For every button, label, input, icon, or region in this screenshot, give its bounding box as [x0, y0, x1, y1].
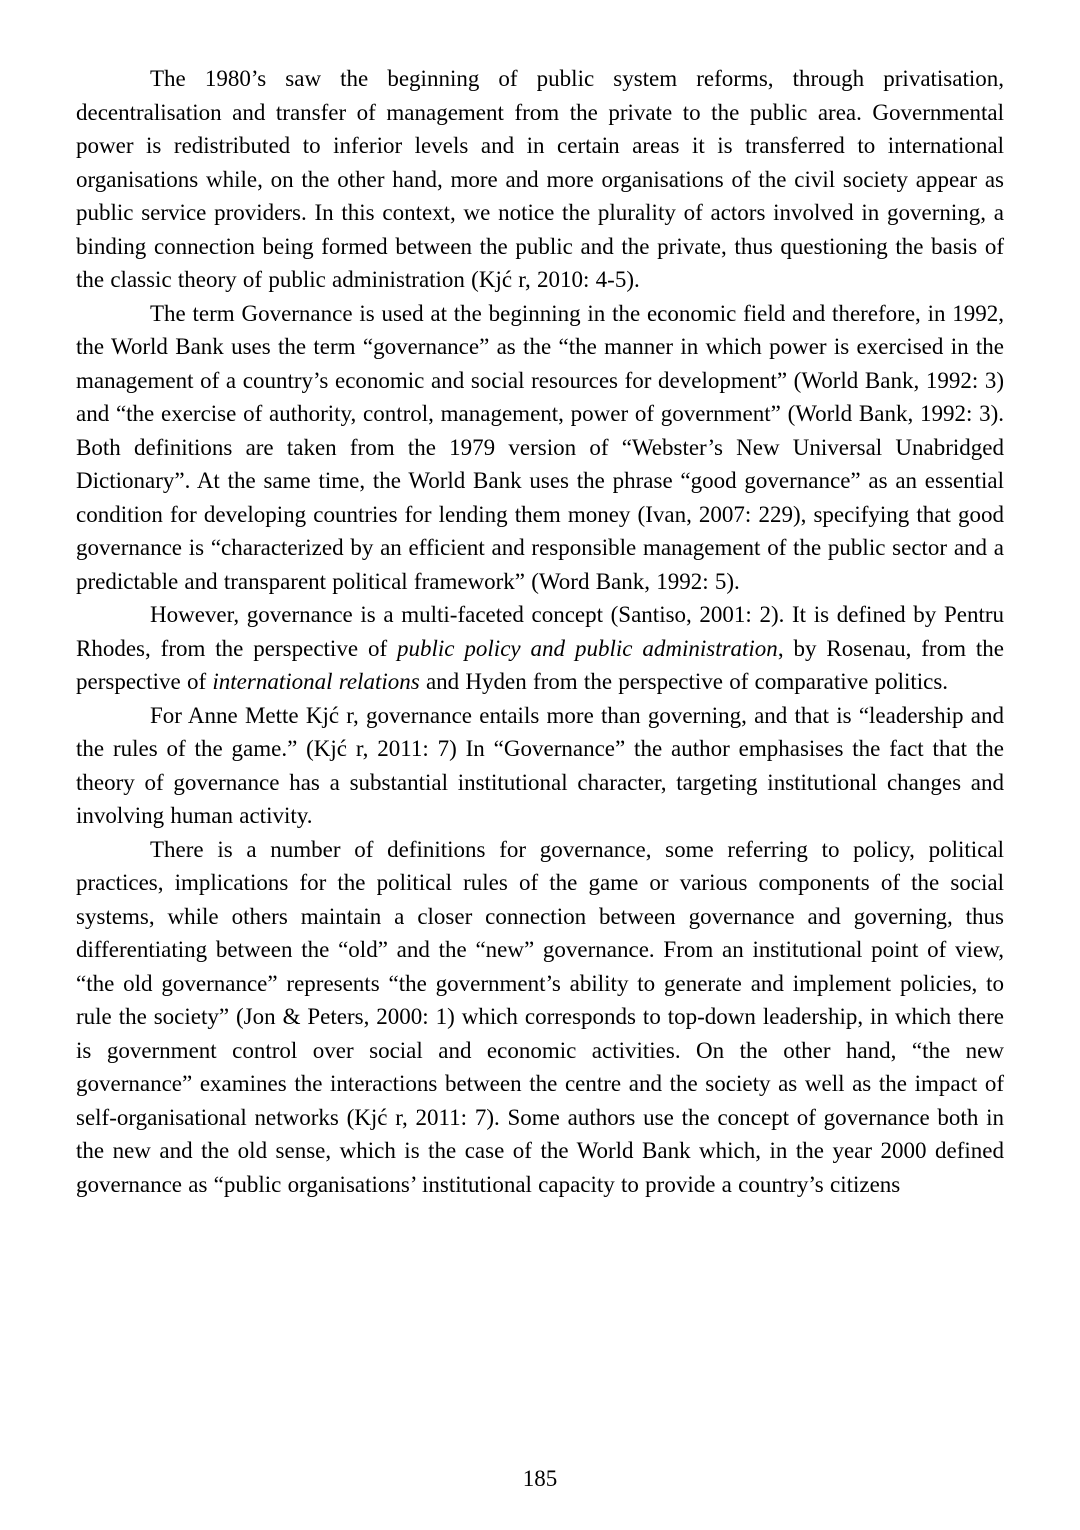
paragraph-text: For Anne Mette Kjć r, governance entails more than governing, and that is “leadership and the rules of the game.” (Kjć r, 2011: 7) In “Governance” the author emphasises the fact that the theory of governance has a substantial institutional character, targeting institutional changes and involving human activity.	[76, 702, 1004, 828]
paragraph	[76, 699, 1004, 833]
paragraph	[76, 598, 1004, 699]
paragraph-text: and Hyden from the perspective of comparative politics.	[419, 669, 949, 694]
page-number: 185	[522, 1466, 558, 1491]
paragraph-text-italic: public policy and public administration	[397, 635, 778, 661]
paragraph-text: However, governance is a multi-faceted concept (Santiso, 2001: 2). It is defined by Pentru Rhodes, from the perspective of	[76, 602, 1004, 661]
paragraph-text: There is a number of definitions for governance, some referring to policy, political practices, implications for the political rules of the game or various components of the social systems, while others maintain a closer connection between governance and governing, thus differentiating between the “old” and the “new” governance. From an institutional point of view, “the old governance” represents “the government’s ability to generate and implement policies, to rule the society” (Jon & Peters, 2000: 1) which corresponds to top-down leadership, in which there is government control over social and economic activities. On the other hand, “the new governance” examines the interactions between the centre and the society as well as the impact of self-organisational networks (Kjć r, 2011: 7). Some authors use the concept of governance both in the new and the old sense, which is the case of the World Bank which, in the year 2000 defined governance as “public organisations’ institutional capacity to provide a country’s citizens	[76, 836, 1004, 1197]
paragraph-text: The 1980’s saw the beginning of public system reforms, through privatisation, decentralisation and transfer of management from the private to the public area. Governmental power is redistributed to inferior levels and in certain areas it is transferred to international organisations while, on the other hand, more and more organisations of the civil society appear as public service providers. In this context, we notice the plurality of actors involved in governing, a binding connection being formed between the public and the private, thus questioning the basis of the classic theory of public administration (Kjć r, 2010: 4-5).	[76, 66, 1004, 292]
paragraph	[76, 833, 1004, 1202]
paragraph	[76, 62, 1004, 297]
paragraph-text: , by Rosenau, from the perspective of	[76, 635, 1004, 694]
paragraph	[76, 297, 1004, 599]
paragraph-text: The term Governance is used at the beginning in the economic field and therefore, in 1992, the World Bank uses the term “governance” as the “the manner in which power is exercised in the management of a country’s economic and social resources for development” (World Bank, 1992: 3) and “the exercise of authority, control, management, power of government” (World Bank, 1992: 3). Both definitions are taken from the 1979 version of “Webster’s New Universal Unabridged Dictionary”. At the same time, the World Bank uses the phrase “good governance” as an essential condition for developing countries for lending them money (Ivan, 2007: 229), specifying that good governance is “characterized by an efficient and responsible management of the public sector and a predictable and transparent political framework” (Word Bank, 1992: 5).	[76, 300, 1004, 594]
paragraph-text-italic: international relations	[212, 669, 420, 694]
